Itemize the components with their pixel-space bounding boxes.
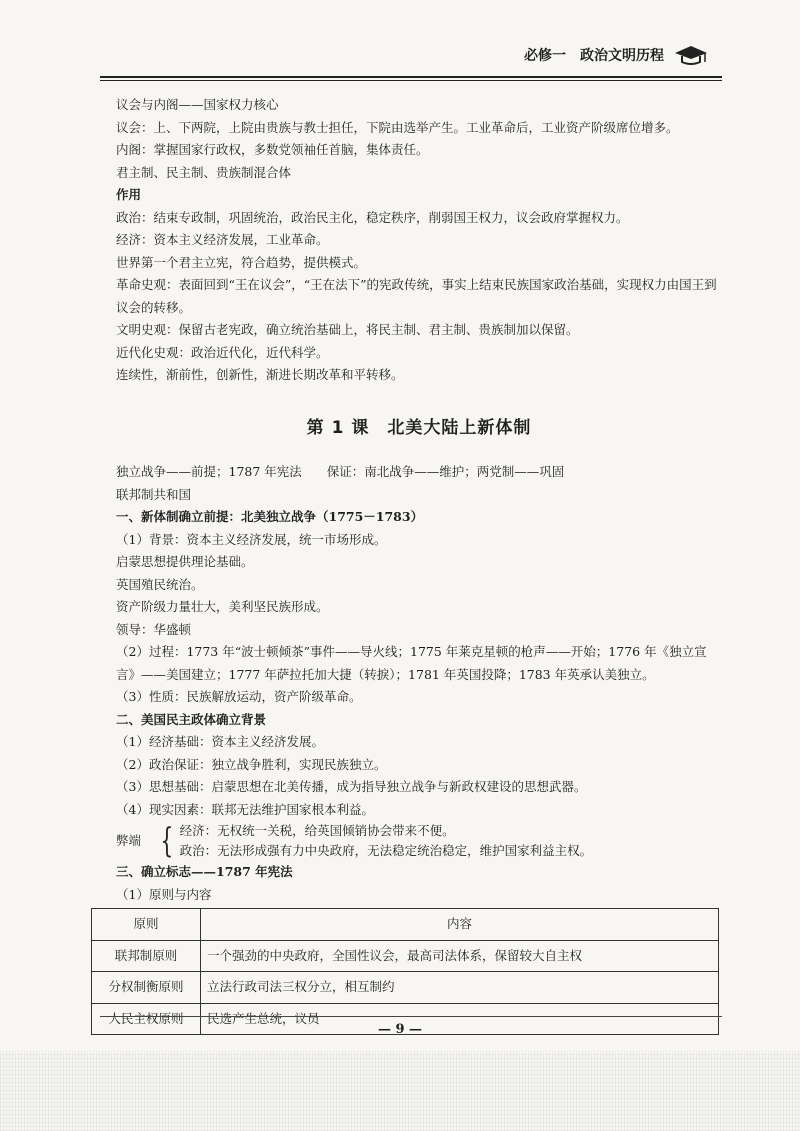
header-rule — [100, 76, 722, 78]
text-line: 英国殖民统治。 — [116, 576, 204, 592]
text-line: （2）过程：1773 年“波士顿倾茶”事件——导火线；1775 年莱克星顿的枪声——开始；1776 年《独立宣言》——美国建立；1777 年萨拉托加大捷（转捩）；1781 年英国投降；1783 年英承认美独立。 — [116, 644, 707, 682]
lesson-body — [116, 461, 722, 821]
text-line: 启蒙思想提供理论基础。 — [116, 554, 254, 569]
text-line: （4）现实因素：联邦无法维护国家根本利益。 — [116, 801, 374, 817]
table-row — [92, 972, 719, 1004]
section-heading: 一、新体制确立前提：北美独立战争（1775－1783） — [116, 509, 424, 524]
table-header-row — [92, 909, 719, 941]
table-cell: 立法行政司法三权分立，相互制约 — [201, 972, 719, 1004]
section-heading: 二、美国民主政体确立背景 — [116, 711, 267, 727]
brace-items — [180, 821, 593, 861]
footer-rule — [100, 1016, 722, 1017]
page-number: — 9 — — [377, 1022, 423, 1037]
brace-label: 弊端 — [116, 832, 142, 848]
brace-item: 经济：无权统一关税，给英国倾销协会带来不便。 — [179, 823, 455, 838]
subheading: 作用 — [116, 187, 142, 202]
page-header — [524, 44, 708, 66]
text-line: 领导：华盛顿 — [116, 621, 192, 637]
text-line: 革命史观：表面回到“王在议会”，“王在法下”的宪政传统，事实上结束民族国家政治基础，实现权力由国王到议会的转移。 — [116, 277, 717, 315]
text-line: 独立战争——前提；1787 年宪法 保证：南北战争——维护；两党制——巩固 — [116, 464, 565, 479]
header-rule-thin — [100, 80, 722, 81]
top-section — [116, 94, 722, 387]
text-line: 议会与内阁——国家权力核心 — [116, 97, 279, 112]
table-header: 内容 — [201, 909, 719, 941]
text-line: 近代化史观：政治近代化，近代科学。 — [116, 344, 329, 360]
table-row — [92, 940, 719, 972]
table-cell: 一个强劲的中央政府，全国性议会，最高司法体系，保留较大自主权 — [201, 940, 719, 972]
text-line: 文明史观：保留古老宪政，确立统治基础上，将民主制、君主制、贵族制加以保留。 — [116, 322, 579, 337]
text-line: 资产阶级力量壮大，美利坚民族形成。 — [116, 599, 329, 614]
drawbacks-brace — [116, 821, 722, 861]
table-cell: 联邦制原则 — [92, 940, 201, 972]
table-cell: 人民主权原则 — [92, 1003, 201, 1035]
text-line: 连续性，渐前性，创新性，渐进长期改革和平转移。 — [116, 367, 404, 382]
text-line: （1）经济基础：资本主义经济发展。 — [116, 734, 324, 749]
text-line: 世界第一个君主立宪，符合趋势，提供模式。 — [116, 254, 367, 270]
text-line: 议会：上、下两院，上院由贵族与教士担任，下院由选举产生。工业革命后，工业资产阶级席位增多。 — [116, 119, 679, 135]
lesson-title: 第 1 课 北美大陆上新体制 — [306, 417, 532, 438]
text-line: （1）原则与内容 — [116, 886, 212, 902]
brace-item: 政治：无法形成强有力中央政府，无法稳定统治稳定，维护国家利益主权。 — [179, 843, 593, 858]
section-heading: 三、确立标志——1787 年宪法 — [116, 864, 293, 879]
text-line: （3）性质：民族解放运动，资产阶级革命。 — [116, 689, 362, 704]
text-line: 联邦制共和国 — [116, 486, 192, 502]
table-cell: 民选产生总统，议员 — [201, 1003, 719, 1035]
text-line: （1）背景：资本主义经济发展，统一市场形成。 — [116, 531, 387, 547]
graduation-cap-icon — [674, 44, 708, 66]
text-line: （3）思想基础：启蒙思想在北美传播，成为指导独立战争与新政权建设的思想武器。 — [116, 779, 587, 794]
page-content — [108, 94, 722, 1035]
brace-icon: { — [160, 821, 174, 861]
table-header: 原则 — [92, 909, 201, 941]
header-title: 必修一 政治文明历程 — [524, 48, 664, 64]
text-line: （2）政治保证：独立战争胜利，实现民族独立。 — [116, 756, 387, 772]
table-cell: 分权制衡原则 — [92, 972, 201, 1004]
text-line: 君主制、民主制、贵族制混合体 — [116, 164, 292, 180]
text-line: 政治：结束专政制，巩固统治，政治民主化，稳定秩序，削弱国王权力，议会政府掌握权力。 — [116, 209, 629, 225]
text-line: 经济：资本主义经济发展，工业革命。 — [116, 232, 329, 247]
scan-noise — [0, 1051, 800, 1131]
text-line: 内阁：掌握国家行政权，多数党领袖任首脑，集体责任。 — [116, 142, 429, 157]
